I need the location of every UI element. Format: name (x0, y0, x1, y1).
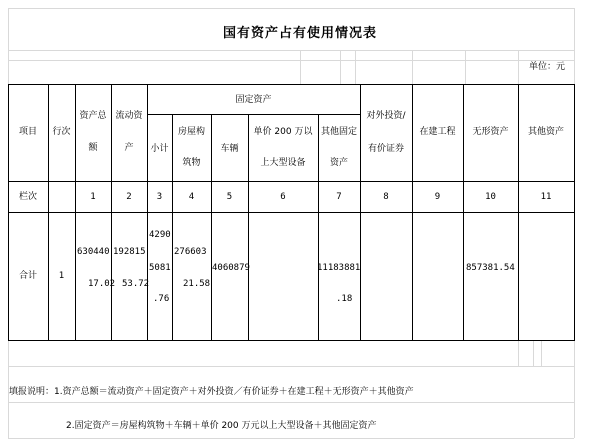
column-number-11: 11 (540, 192, 552, 202)
column-number-4: 4 (188, 192, 195, 202)
page-title: 国有资产占有使用情况表 (222, 26, 377, 41)
header-other-fixed-1: 其他固定 (320, 127, 357, 137)
header-buildings-2: 筑物 (182, 158, 201, 168)
column-divider (518, 84, 519, 341)
header-investments-1: 对外投资/ (366, 111, 406, 121)
header-subtotal: 小计 (150, 144, 169, 154)
gridline (465, 50, 466, 84)
column-number-8: 8 (383, 192, 389, 202)
column-number-6: 6 (280, 192, 286, 202)
fixed-assets-header-bottom (147, 114, 360, 115)
gridline (8, 60, 574, 61)
header-other-assets: 其他资产 (527, 127, 564, 137)
column-number-9: 9 (434, 192, 441, 202)
gridline (300, 50, 301, 84)
column-number-5: 5 (226, 192, 233, 202)
gridline (8, 438, 574, 439)
column-number-10: 10 (485, 192, 496, 202)
intangible-value: 857381.54 (466, 263, 515, 273)
note-line-2: 2.固定资产＝房屋构筑物＋车辆＋单价 200 万元以上大型设备＋其他固定资产 (66, 421, 377, 431)
total-row-no: 1 (58, 271, 65, 281)
table-border-left (8, 84, 9, 341)
gridline (8, 402, 574, 403)
header-row-no: 行次 (52, 127, 71, 137)
note-line-1: 填报说明：1.资产总额＝流动资产＋固定资产＋对外投资／有价证券＋在建工程＋无形资产＋其他资产 (9, 387, 414, 397)
buildings-value-1: 276603 (174, 247, 207, 257)
total-row-label: 合计 (18, 271, 37, 281)
column-divider (48, 84, 49, 341)
gridline (8, 366, 574, 367)
column-number-label: 栏次 (18, 192, 37, 202)
column-number-7: 7 (336, 192, 342, 202)
total-assets-value-1: 630440 (77, 247, 110, 257)
current-assets-value-2: 53.72 (122, 279, 150, 289)
column-divider (172, 114, 173, 341)
current-assets-value-1: 192815 (113, 247, 146, 257)
gridline (8, 50, 574, 51)
column-divider (360, 84, 361, 341)
header-large-equipment-2: 上大型设备 (260, 158, 306, 168)
gridline (541, 340, 542, 366)
header-other-fixed-2: 资产 (329, 158, 348, 168)
header-fixed-assets: 固定资产 (235, 95, 272, 105)
header-total-assets-2: 额 (88, 143, 98, 153)
header-buildings-1: 房屋构 (177, 127, 205, 137)
header-construction: 在建工程 (419, 127, 456, 137)
gridline (340, 50, 341, 84)
column-number-2: 2 (126, 192, 132, 202)
table-border-bottom (8, 340, 575, 341)
gridline (8, 8, 574, 9)
total-assets-value-2: 17.02 (88, 279, 116, 289)
column-divider (111, 84, 112, 341)
column-number-row-bottom (8, 212, 575, 213)
header-current-assets-1: 流动资 (115, 111, 143, 121)
vehicles-value: 4060879 (212, 263, 250, 273)
header-investments-2: 有价证券 (367, 144, 404, 154)
table-border-right (574, 84, 575, 341)
table-border-top (8, 84, 575, 85)
buildings-value-2: 21.58 (183, 279, 211, 289)
column-divider (463, 84, 464, 341)
subtotal-value-2: 5081 (149, 263, 171, 273)
gridline (518, 50, 519, 84)
gridline (533, 340, 534, 366)
header-intangible: 无形资产 (472, 127, 509, 137)
header-bottom (8, 181, 575, 182)
header-vehicles: 车辆 (220, 144, 239, 154)
column-divider (147, 84, 148, 341)
gridline (355, 50, 356, 84)
unit-label: 单位：元 (529, 62, 566, 72)
column-number-3: 3 (156, 192, 163, 202)
column-divider (248, 114, 249, 341)
header-total-assets-1: 资产总 (79, 111, 107, 121)
header-item: 项目 (18, 127, 37, 137)
gridline (412, 50, 413, 84)
column-divider (318, 114, 319, 341)
other-fixed-value-2: .18 (336, 294, 353, 304)
gridline (518, 340, 519, 366)
other-fixed-value-1: 11183881 (317, 263, 361, 273)
column-divider (412, 84, 413, 341)
column-number-1: 1 (90, 192, 96, 202)
header-current-assets-2: 产 (124, 143, 134, 153)
subtotal-value-3: .76 (153, 294, 170, 304)
column-divider (75, 84, 76, 341)
subtotal-value-1: 4290 (149, 230, 171, 240)
header-large-equipment-1: 单价 200 万以 (253, 127, 313, 137)
